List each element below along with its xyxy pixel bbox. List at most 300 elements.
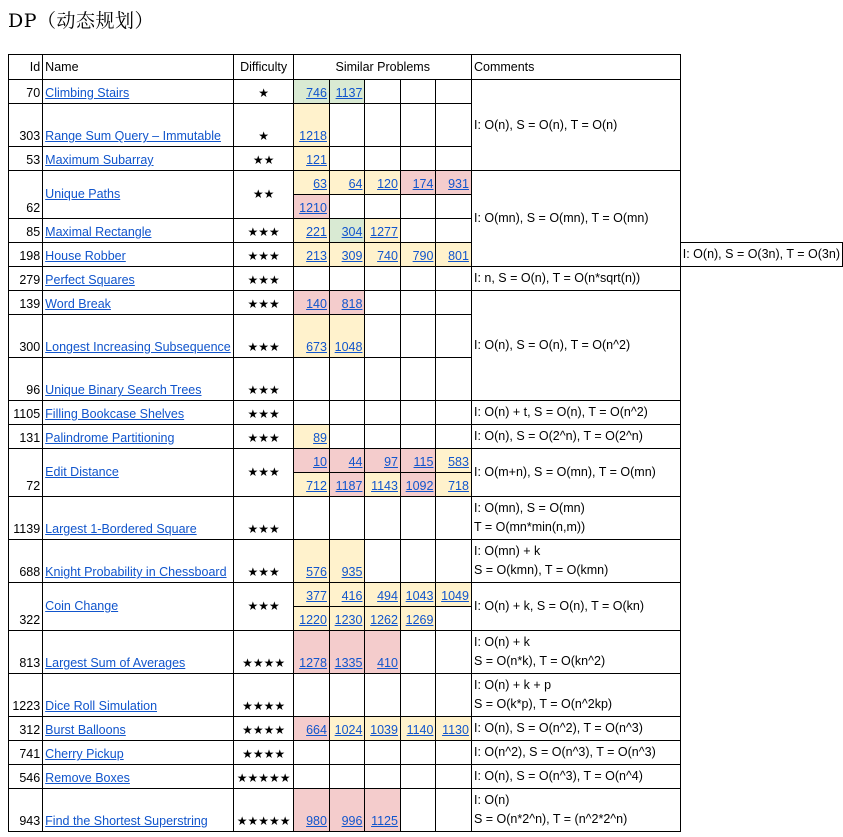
similar-problem-cell	[365, 765, 401, 789]
table-row	[9, 540, 843, 583]
similar-problem-link[interactable]: 1269	[405, 613, 434, 627]
similar-problem-cell[interactable]	[329, 540, 365, 583]
complexity-comment	[471, 449, 680, 497]
similar-problem-cell[interactable]	[329, 219, 365, 243]
problem-id: 300	[9, 315, 43, 358]
problem-link[interactable]: Unique Paths	[45, 187, 121, 201]
similar-problem-cell	[436, 315, 472, 358]
similar-problem-cell[interactable]	[329, 631, 365, 674]
similar-problem-cell[interactable]	[294, 291, 330, 315]
table-row	[9, 104, 843, 147]
complexity-comment	[471, 540, 680, 583]
problem-id: 85	[9, 219, 43, 243]
similar-problem-link[interactable]: 377	[306, 589, 327, 603]
similar-problem-cell	[436, 267, 472, 291]
difficulty-stars: ★★★	[233, 401, 294, 425]
similar-problem-cell	[436, 219, 472, 243]
similar-problem-cell	[329, 147, 365, 171]
similar-problem-cell[interactable]	[365, 717, 401, 741]
similar-problem-cell	[365, 497, 401, 540]
similar-problem-cell	[400, 631, 436, 674]
problem-name-cell	[43, 631, 234, 674]
similar-problem-cell[interactable]	[436, 473, 472, 497]
problem-link[interactable]: Unique Binary Search Trees	[45, 383, 202, 397]
comment-line: I: O(n), S = O(n^3), T = O(n^4)	[473, 769, 643, 783]
difficulty-stars: ★★	[233, 147, 294, 171]
problem-link[interactable]: Knight Probability in Chessboard	[45, 565, 227, 579]
difficulty-stars: ★★★★★	[233, 789, 294, 832]
table-row	[9, 315, 843, 358]
similar-problem-cell[interactable]	[329, 315, 365, 358]
similar-problem-link[interactable]: 576	[306, 565, 327, 579]
similar-problem-cell	[365, 315, 401, 358]
page-title: DP（动态规划）	[8, 10, 155, 32]
complexity-comment	[471, 425, 680, 449]
similar-problem-link[interactable]: 931	[448, 177, 469, 191]
similar-problem-link[interactable]: 1043	[405, 589, 434, 603]
similar-problem-cell[interactable]	[365, 243, 401, 267]
similar-problem-link[interactable]: 1092	[405, 479, 434, 493]
problem-link[interactable]: Climbing Stairs	[45, 86, 130, 100]
complexity-comment	[471, 291, 680, 401]
similar-problem-cell	[294, 674, 330, 717]
similar-problem-link[interactable]: 10	[313, 455, 327, 469]
similar-problem-link[interactable]: 221	[306, 225, 327, 239]
similar-problem-link[interactable]: 790	[412, 249, 434, 263]
difficulty-stars: ★★★	[233, 540, 294, 583]
similar-problem-link[interactable]: 1039	[370, 723, 398, 737]
table-row	[9, 291, 843, 315]
similar-problem-link[interactable]: 89	[313, 431, 327, 445]
table-row	[9, 583, 843, 607]
comment-line: I: O(n), S = O(3n), T = O(3n)	[682, 247, 840, 261]
similar-problem-cell[interactable]	[294, 449, 330, 473]
comment-line: I: O(n) + k + p	[473, 678, 552, 692]
problem-name-cell	[43, 358, 234, 401]
similar-problem-cell	[365, 267, 401, 291]
difficulty-stars: ★★★	[233, 358, 294, 401]
similar-problem-cell	[365, 358, 401, 401]
problem-link[interactable]: Word Break	[45, 297, 111, 311]
comment-line: I: O(mn), S = O(mn)	[473, 501, 585, 515]
similar-problem-cell	[436, 674, 472, 717]
table-row	[9, 425, 843, 449]
similar-problem-cell[interactable]	[365, 171, 401, 195]
table-row	[9, 267, 843, 291]
similar-problem-cell[interactable]	[294, 243, 330, 267]
table-row	[9, 171, 843, 195]
similar-problem-cell[interactable]	[365, 583, 401, 607]
similar-problem-link[interactable]: 97	[384, 455, 398, 469]
similar-problem-cell[interactable]	[294, 631, 330, 674]
similar-problem-link[interactable]: 115	[413, 455, 434, 469]
similar-problem-cell[interactable]	[294, 80, 330, 104]
comment-line: I: O(n) + t, S = O(n), T = O(n^2)	[473, 405, 648, 419]
similar-problem-link[interactable]: 1220	[299, 613, 327, 627]
similar-problem-link[interactable]: 309	[341, 249, 363, 263]
problem-link[interactable]: Palindrome Partitioning	[45, 431, 175, 445]
similar-problem-cell[interactable]	[329, 717, 365, 741]
complexity-comment	[471, 401, 680, 425]
similar-problem-link[interactable]: 1140	[406, 723, 434, 737]
complexity-comment	[471, 717, 680, 741]
comment-line: I: O(n) + k, S = O(n), T = O(kn)	[473, 599, 645, 613]
problem-link[interactable]: Range Sum Query – Immutable	[45, 129, 221, 143]
difficulty-stars: ★★★★	[233, 674, 294, 717]
difficulty-stars: ★★★★	[233, 717, 294, 741]
problem-link[interactable]: Longest Increasing Subsequence	[45, 340, 231, 354]
similar-problem-cell	[294, 741, 330, 765]
similar-problem-cell	[294, 358, 330, 401]
similar-problem-cell	[436, 789, 472, 832]
similar-problem-link[interactable]: 416	[341, 589, 363, 603]
similar-problem-cell	[294, 765, 330, 789]
similar-problem-cell[interactable]	[400, 473, 436, 497]
similar-problem-cell[interactable]	[294, 171, 330, 195]
similar-problem-link[interactable]: 140	[306, 297, 327, 311]
problem-name-cell	[43, 540, 234, 583]
similar-problem-link[interactable]: 718	[448, 479, 469, 493]
table-row	[9, 631, 843, 674]
similar-problem-link[interactable]: 664	[306, 723, 327, 737]
similar-problem-cell	[436, 80, 472, 104]
problem-id: 131	[9, 425, 43, 449]
problem-name-cell	[43, 104, 234, 147]
similar-problem-cell	[400, 497, 436, 540]
complexity-comment	[471, 674, 680, 717]
problem-name-cell	[43, 717, 234, 741]
problem-id: 741	[9, 741, 43, 765]
similar-problem-link[interactable]: 583	[448, 455, 469, 469]
similar-problem-cell[interactable]	[294, 473, 330, 497]
problem-id: 688	[9, 540, 43, 583]
similar-problem-cell[interactable]	[329, 243, 365, 267]
problem-link[interactable]: Coin Change	[45, 599, 119, 613]
similar-problem-link[interactable]: 746	[306, 86, 327, 100]
similar-problem-cell[interactable]	[436, 583, 472, 607]
comment-line: S = O(kmn), T = O(kmn)	[473, 563, 609, 577]
comment-line: I: O(n^2), S = O(n^3), T = O(n^3)	[473, 745, 656, 759]
similar-problem-cell[interactable]	[294, 195, 330, 219]
difficulty-stars: ★	[233, 80, 294, 104]
similar-problem-cell	[400, 104, 436, 147]
similar-problem-cell[interactable]	[294, 425, 330, 449]
similar-problem-cell[interactable]	[365, 449, 401, 473]
similar-problem-cell	[294, 497, 330, 540]
similar-problem-cell	[400, 674, 436, 717]
similar-problem-link[interactable]: 1048	[334, 340, 363, 354]
problem-link[interactable]: Largest Sum of Averages	[45, 656, 186, 670]
header-name: Name	[43, 55, 234, 80]
similar-problem-cell	[365, 401, 401, 425]
similar-problem-cell	[436, 497, 472, 540]
problem-link[interactable]: Dice Roll Simulation	[45, 699, 158, 713]
similar-problem-link[interactable]: 996	[341, 814, 363, 828]
similar-problem-link[interactable]: 44	[348, 455, 363, 469]
similar-problem-cell	[400, 195, 436, 219]
table-row	[9, 358, 843, 401]
complexity-comment	[471, 789, 680, 832]
similar-problem-cell[interactable]	[436, 449, 472, 473]
similar-problem-cell	[329, 195, 365, 219]
comment-line: I: O(n), S = O(n), T = O(n^2)	[473, 338, 631, 352]
problem-id: 312	[9, 717, 43, 741]
similar-problem-link[interactable]: 1262	[370, 613, 398, 627]
similar-problem-cell	[365, 741, 401, 765]
complexity-comment	[471, 497, 680, 540]
similar-problem-link[interactable]: 818	[341, 297, 363, 311]
similar-problem-cell[interactable]	[294, 717, 330, 741]
similar-problem-cell[interactable]	[294, 540, 330, 583]
similar-problem-cell	[436, 195, 472, 219]
problem-id: 322	[9, 583, 43, 631]
table-row	[9, 449, 843, 473]
similar-problem-link[interactable]: 1143	[371, 479, 398, 493]
problem-id: 96	[9, 358, 43, 401]
comment-line: I: O(n), S = O(n), T = O(n)	[473, 117, 618, 132]
similar-problem-cell[interactable]	[294, 147, 330, 171]
problem-name-cell	[43, 401, 234, 425]
similar-problem-cell[interactable]	[365, 789, 401, 832]
similar-problem-link[interactable]: 1230	[334, 613, 363, 627]
similar-problem-link[interactable]: 1024	[334, 723, 363, 737]
similar-problem-cell[interactable]	[294, 219, 330, 243]
complexity-comment	[471, 171, 680, 267]
similar-problem-cell[interactable]	[365, 219, 401, 243]
problem-id: 62	[9, 171, 43, 219]
difficulty-stars: ★★★	[233, 291, 294, 315]
similar-problem-cell	[436, 741, 472, 765]
similar-problem-link[interactable]: 1137	[335, 86, 363, 100]
similar-problem-cell[interactable]	[436, 717, 472, 741]
difficulty-stars: ★★★★★	[233, 765, 294, 789]
comment-line: I: O(mn), S = O(mn), T = O(mn)	[473, 211, 649, 225]
header-id: Id	[9, 55, 43, 80]
problem-id: 303	[9, 104, 43, 147]
complexity-comment	[471, 631, 680, 674]
problem-name-cell	[43, 219, 234, 243]
similar-problem-cell	[329, 765, 365, 789]
problem-id: 279	[9, 267, 43, 291]
similar-problem-cell	[400, 219, 436, 243]
table-row	[9, 80, 843, 104]
header-similar-problems: Similar Problems	[294, 55, 472, 80]
similar-problem-cell	[400, 741, 436, 765]
similar-problem-cell[interactable]	[329, 291, 365, 315]
problem-name-cell	[43, 583, 234, 631]
problem-link[interactable]: Perfect Squares	[45, 273, 135, 287]
problem-id: 943	[9, 789, 43, 832]
difficulty-stars: ★★★	[233, 267, 294, 291]
table-header-row	[9, 55, 843, 80]
similar-problem-cell	[365, 147, 401, 171]
table-row	[9, 789, 843, 832]
similar-problem-link[interactable]: 213	[306, 249, 327, 263]
table-row	[9, 717, 843, 741]
similar-problem-cell[interactable]	[400, 607, 436, 631]
problem-name-cell	[43, 674, 234, 717]
similar-problem-cell	[329, 497, 365, 540]
problem-name-cell	[43, 765, 234, 789]
similar-problem-link[interactable]: 1049	[441, 589, 469, 603]
similar-problem-link[interactable]: 801	[448, 249, 469, 263]
similar-problem-cell	[400, 789, 436, 832]
similar-problem-cell	[400, 291, 436, 315]
similar-problem-link[interactable]: 1187	[335, 479, 363, 493]
complexity-comment	[471, 765, 680, 789]
complexity-comment	[471, 583, 680, 631]
problem-name-cell	[43, 449, 234, 497]
similar-problem-cell	[294, 267, 330, 291]
similar-problem-cell[interactable]	[329, 473, 365, 497]
problem-link[interactable]: Maximal Rectangle	[45, 225, 152, 239]
header-comments: Comments	[471, 55, 680, 80]
similar-problem-cell[interactable]	[329, 607, 365, 631]
similar-problem-cell	[436, 291, 472, 315]
similar-problem-cell	[365, 195, 401, 219]
similar-problem-cell[interactable]	[400, 243, 436, 267]
similar-problem-cell[interactable]	[329, 583, 365, 607]
problem-link[interactable]: Filling Bookcase Shelves	[45, 407, 185, 421]
complexity-comment	[471, 80, 680, 171]
similar-problem-link[interactable]: 935	[341, 565, 363, 579]
similar-problem-cell	[329, 741, 365, 765]
similar-problem-cell[interactable]	[329, 789, 365, 832]
similar-problem-cell	[329, 425, 365, 449]
similar-problem-cell	[436, 765, 472, 789]
similar-problem-cell[interactable]	[436, 171, 472, 195]
difficulty-stars: ★★★★	[233, 631, 294, 674]
similar-problem-link[interactable]: 673	[306, 340, 327, 354]
similar-problem-cell[interactable]	[400, 449, 436, 473]
difficulty-stars: ★★★	[233, 243, 294, 267]
problem-link[interactable]: House Robber	[45, 249, 126, 263]
problem-id: 1223	[9, 674, 43, 717]
problem-name-cell	[43, 80, 234, 104]
difficulty-stars: ★★★★	[233, 741, 294, 765]
similar-problem-cell[interactable]	[294, 789, 330, 832]
similar-problem-link[interactable]: 64	[348, 177, 363, 191]
similar-problem-cell[interactable]	[365, 607, 401, 631]
similar-problem-link[interactable]: 1210	[299, 201, 327, 215]
similar-problem-cell[interactable]	[365, 631, 401, 674]
similar-problem-cell	[400, 358, 436, 401]
similar-problem-link[interactable]: 120	[377, 177, 398, 191]
similar-problem-cell	[436, 631, 472, 674]
similar-problem-link[interactable]: 63	[313, 177, 327, 191]
similar-problem-cell[interactable]	[400, 583, 436, 607]
table-row	[9, 219, 843, 243]
problem-name-cell	[43, 147, 234, 171]
similar-problem-link[interactable]: 1278	[299, 656, 327, 670]
similar-problem-cell[interactable]	[294, 607, 330, 631]
similar-problem-cell	[400, 267, 436, 291]
header-difficulty: Difficulty	[233, 55, 294, 80]
similar-problem-cell	[436, 607, 472, 631]
similar-problem-cell	[365, 291, 401, 315]
table-row	[9, 243, 843, 267]
table-row	[9, 765, 843, 789]
similar-problem-cell	[365, 674, 401, 717]
problem-link[interactable]: Maximum Subarray	[45, 153, 154, 167]
problem-name-cell	[43, 425, 234, 449]
similar-problem-link[interactable]: 1125	[371, 814, 398, 828]
similar-problem-cell[interactable]	[329, 171, 365, 195]
similar-problem-cell	[365, 540, 401, 583]
similar-problem-cell[interactable]	[365, 473, 401, 497]
problem-name-cell	[43, 315, 234, 358]
similar-problem-cell	[436, 104, 472, 147]
similar-problem-cell	[400, 425, 436, 449]
comment-line: I: n, S = O(n), T = O(n*sqrt(n))	[473, 271, 641, 285]
problem-id: 546	[9, 765, 43, 789]
problem-id: 1105	[9, 401, 43, 425]
similar-problem-cell[interactable]	[329, 449, 365, 473]
problem-link[interactable]: Largest 1-Bordered Square	[45, 522, 197, 536]
similar-problem-cell[interactable]	[294, 583, 330, 607]
similar-problem-cell	[365, 425, 401, 449]
problem-link[interactable]: Burst Balloons	[45, 723, 126, 737]
problem-name-cell	[43, 171, 234, 219]
similar-problem-cell[interactable]	[329, 80, 365, 104]
dp-problems-table	[8, 54, 843, 832]
problem-link[interactable]: Cherry Pickup	[45, 747, 124, 761]
similar-problem-cell[interactable]	[436, 243, 472, 267]
comment-line: S = O(n*k), T = O(kn^2)	[473, 654, 606, 668]
similar-problem-link[interactable]: 304	[341, 225, 363, 239]
similar-problem-cell[interactable]	[400, 171, 436, 195]
comment-line: S = O(k*p), T = O(n^2kp)	[473, 697, 613, 711]
difficulty-stars: ★★★	[233, 497, 294, 540]
comment-line: I: O(n)	[473, 793, 510, 807]
comment-line: I: O(n), S = O(n^2), T = O(n^3)	[473, 721, 643, 735]
similar-problem-link[interactable]: 494	[377, 589, 398, 603]
complexity-comment	[680, 243, 842, 267]
similar-problem-cell	[436, 401, 472, 425]
problem-name-cell	[43, 267, 234, 291]
similar-problem-link[interactable]: 1277	[370, 225, 398, 239]
difficulty-stars: ★★★	[233, 315, 294, 358]
similar-problem-cell	[400, 540, 436, 583]
similar-problem-cell[interactable]	[294, 315, 330, 358]
similar-problem-link[interactable]: 1218	[299, 129, 327, 143]
table-row	[9, 741, 843, 765]
similar-problem-link[interactable]: 1130	[442, 723, 469, 737]
similar-problem-link[interactable]: 980	[306, 814, 327, 828]
problem-link[interactable]: Edit Distance	[45, 465, 119, 479]
similar-problem-link[interactable]: 712	[306, 479, 327, 493]
similar-problem-link[interactable]: 740	[377, 249, 398, 263]
similar-problem-cell	[400, 315, 436, 358]
similar-problem-link[interactable]: 410	[377, 656, 398, 670]
similar-problem-cell	[329, 104, 365, 147]
problem-link[interactable]: Remove Boxes	[45, 771, 130, 785]
similar-problem-link[interactable]: 174	[412, 177, 434, 191]
problem-link[interactable]: Find the Shortest Superstring	[45, 814, 208, 828]
difficulty-stars: ★★★	[233, 449, 294, 497]
problem-name-cell	[43, 497, 234, 540]
comment-line: I: O(m+n), S = O(mn), T = O(mn)	[473, 465, 656, 479]
table-row	[9, 497, 843, 540]
table-row	[9, 674, 843, 717]
similar-problem-link[interactable]: 121	[306, 153, 327, 167]
problem-id: 70	[9, 80, 43, 104]
similar-problem-cell[interactable]	[294, 104, 330, 147]
difficulty-stars: ★★★	[233, 425, 294, 449]
complexity-comment	[471, 267, 680, 291]
similar-problem-cell[interactable]	[400, 717, 436, 741]
similar-problem-link[interactable]: 1335	[334, 656, 363, 670]
